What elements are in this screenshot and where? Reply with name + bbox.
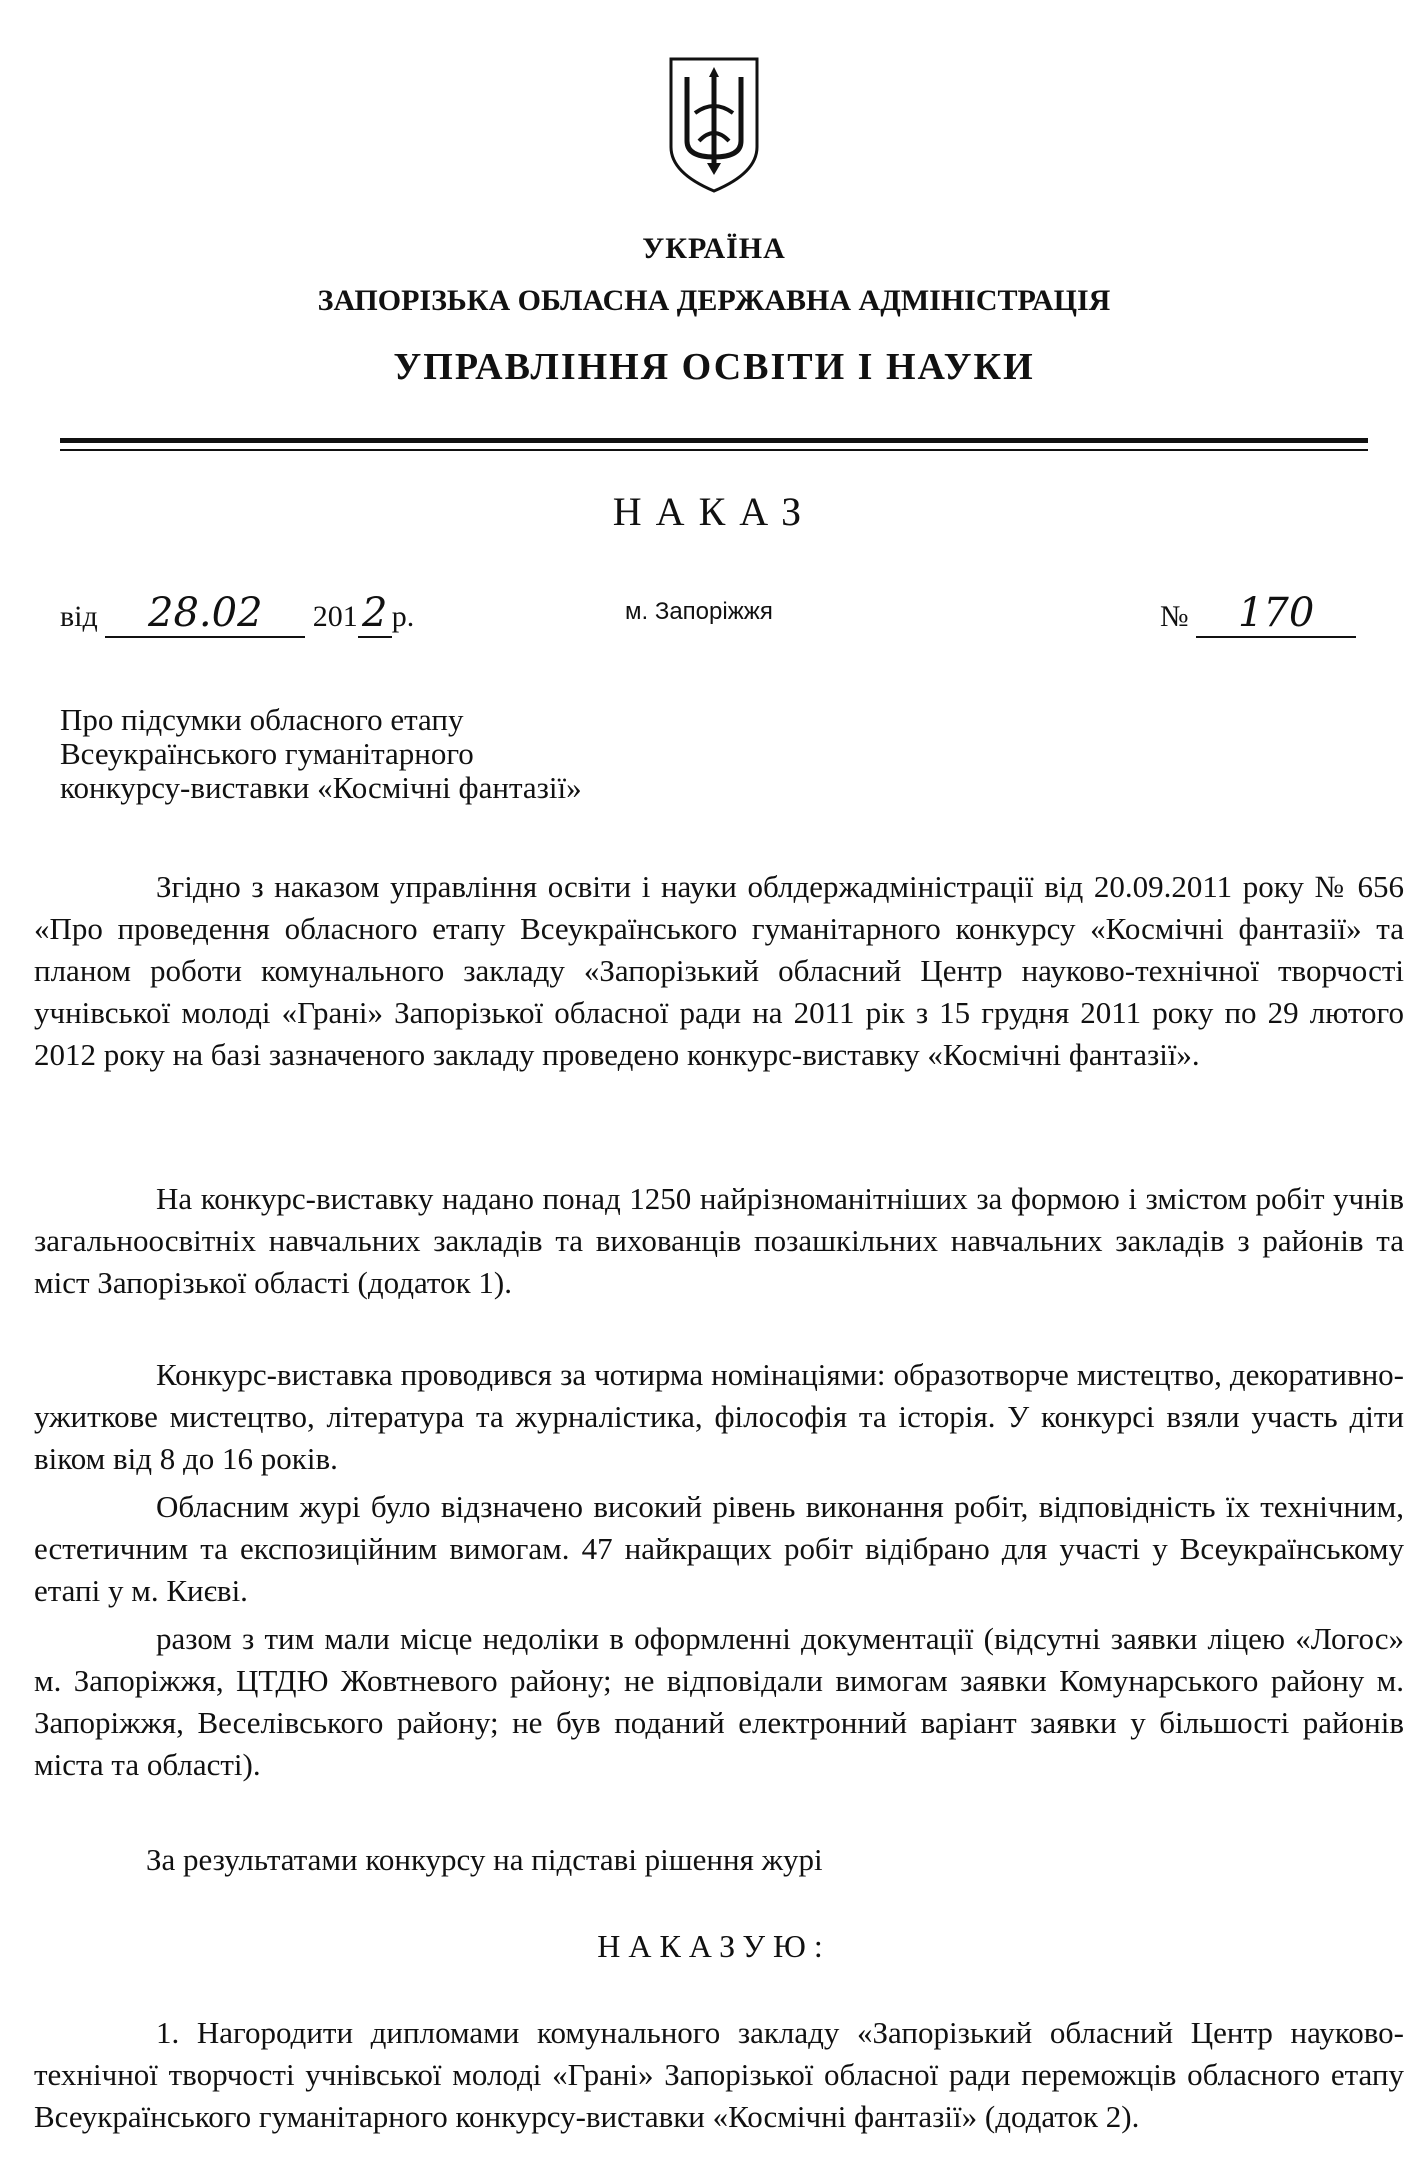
handwritten-date: 28.02 <box>105 590 305 638</box>
order-subject <box>60 703 582 805</box>
decision-basis: За результатами конкурсу на підставі рішення журі <box>146 1842 823 1877</box>
order-number <box>1160 590 1356 638</box>
issue-city: м. Запоріжжя <box>625 598 773 625</box>
decree-heading: НАКАЗУЮ: <box>597 1928 831 1964</box>
subject-line: Про підсумки обласного етапу <box>60 702 464 737</box>
order-date <box>60 590 414 638</box>
handwritten-year: 2 <box>358 590 392 638</box>
date-prefix: від <box>60 600 98 633</box>
header-divider-thin <box>60 449 1368 451</box>
header-divider-thick <box>60 438 1368 443</box>
body-paragraph: Обласним журі було відзначено високий рівень виконання робіт, відповідність їх технічним, естетичним та експозиційним вимогам. 47 найкращих робіт відібрано для участі у Всеукраїнському етапі у м. Києві. <box>34 1489 1404 1608</box>
order-item: 1. Нагородити дипломами комунального закладу «Запорізький обласний Центр науково-технічної творчості учнівської молоді «Грані» Запорізької обласної ради переможців обласного етапу Всеукраїнського гуманітарного конкурсу-виставки «Космічні фантазії» (додаток 2). <box>34 2015 1404 2134</box>
subject-line: Всеукраїнського гуманітарного <box>60 736 474 771</box>
trident-emblem-icon <box>665 55 763 195</box>
document-title: НАКАЗ <box>612 489 816 534</box>
year-prefix: 201 <box>312 600 358 633</box>
administration-name: ЗАПОРІЗЬКА ОБЛАСНА ДЕРЖАВНА АДМІНІСТРАЦІЯ <box>317 284 1111 317</box>
handwritten-number: 170 <box>1196 590 1356 638</box>
country-name: УКРАЇНА <box>642 232 786 265</box>
year-suffix: р. <box>391 600 415 633</box>
subject-line: конкурсу-виставки «Космічні фантазії» <box>60 770 582 805</box>
body-paragraph: разом з тим мали місце недоліки в оформленні документації (відсутні заявки ліцею «Логос» м. Запоріжжя, ЦТДЮ Жовтневого району; не відповідали вимогам заявки Комунарського району м. Запоріжжя, Веселівського району; не був поданий електронний варіант заявки у більшості районів міста та області). <box>34 1621 1404 1782</box>
department-name: УПРАВЛІННЯ ОСВІТИ І НАУКИ <box>393 346 1035 388</box>
number-prefix: № <box>1160 600 1189 633</box>
body-paragraph: На конкурс-виставку надано понад 1250 найрізноманітніших за формою і змістом робіт учнів загальноосвітніх навчальних закладів та вихованців позашкільних навчальних закладів з районів та міст Запорізької області (додаток 1). <box>34 1181 1404 1300</box>
body-paragraph: Конкурс-виставка проводився за чотирма номінаціями: образотворче мистецтво, декоративно-ужиткове мистецтво, література та журналістика, філософія та історія. У конкурсі взяли участь діти віком від 8 до 16 років. <box>34 1357 1404 1476</box>
body-paragraph: Згідно з наказом управління освіти і науки облдержадміністрації від 20.09.2011 року № 656 «Про проведення обласного етапу Всеукраїнського гуманітарного конкурсу «Космічні фантазії» та планом роботи комунального закладу «Запорізький обласний Центр науково-технічної творчості учнівської молоді «Грані» Запорізької обласної ради на 2011 рік з 15 грудня 2011 року по 29 лютого 2012 року на базі зазначеного закладу проведено конкурс-виставку «Космічні фантазії». <box>34 869 1404 1072</box>
